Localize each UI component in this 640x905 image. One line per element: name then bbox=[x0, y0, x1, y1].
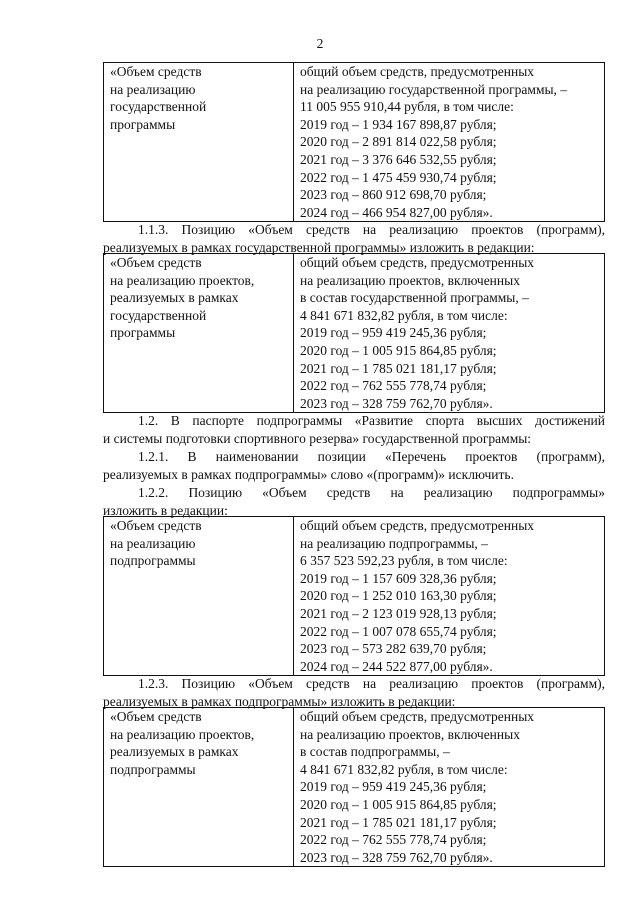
text-line: 2022 год – 762 555 778,74 рубля; bbox=[300, 378, 487, 394]
text-line: реализуемых в рамках bbox=[110, 744, 239, 760]
paragraph bbox=[103, 221, 605, 256]
text-line: 2019 год – 959 419 245,36 рубля; bbox=[300, 325, 487, 341]
text-line: 2023 год – 860 912 698,70 рубля; bbox=[300, 187, 487, 203]
text-line: общий объем средств, предусмотренных bbox=[300, 255, 535, 270]
text-line: «Объем средств bbox=[110, 709, 202, 724]
table-value-cell bbox=[294, 254, 604, 412]
paragraph bbox=[103, 448, 605, 483]
table-value-cell bbox=[294, 63, 604, 221]
text-line: 2020 год – 1 252 010 163,30 рубля; bbox=[300, 588, 497, 604]
text-line: 2019 год – 959 419 245,36 рубля; bbox=[300, 779, 487, 795]
text-line: на реализацию bbox=[110, 81, 196, 97]
text-line: и системы подготовки спортивного резерва» государственной программы: bbox=[103, 430, 532, 446]
text-line: 2021 год – 1 785 021 181,17 рубля; bbox=[300, 814, 497, 830]
text-line: «Объем средств bbox=[110, 64, 202, 79]
text-line: программы bbox=[110, 325, 176, 341]
paragraph bbox=[103, 675, 605, 710]
funding-table bbox=[103, 253, 605, 413]
text-line: на реализацию проектов, bbox=[110, 726, 255, 742]
text-line: 2024 год – 466 954 827,00 рубля». bbox=[300, 204, 493, 220]
text-line: 2023 год – 328 759 762,70 рубля». bbox=[300, 849, 493, 865]
text-line: 1.2.2. Позицию «Объем средств на реализацию подпрограммы» bbox=[138, 485, 605, 500]
text-line: общий объем средств, предусмотренных bbox=[300, 709, 535, 724]
text-line: общий объем средств, предусмотренных bbox=[300, 518, 535, 533]
text-line: 2022 год – 1 475 459 930,74 рубля; bbox=[300, 169, 497, 185]
text-line: на реализацию bbox=[110, 535, 196, 551]
text-line: 2021 год – 2 123 019 928,13 рубля; bbox=[300, 605, 497, 621]
text-line: «Объем средств bbox=[110, 518, 202, 533]
text-line: 2024 год – 244 522 877,00 рубля». bbox=[300, 658, 493, 674]
text-line: «Объем средств bbox=[110, 255, 202, 270]
text-line: 2023 год – 573 282 639,70 рубля; bbox=[300, 641, 487, 657]
text-line: на реализацию проектов, включенных bbox=[300, 726, 520, 742]
text-line: 2019 год – 1 934 167 898,87 рубля; bbox=[300, 116, 497, 132]
text-line: 2020 год – 2 891 814 022,58 рубля; bbox=[300, 134, 497, 150]
text-line: 4 841 671 832,82 рубля, в том числе: bbox=[300, 307, 508, 323]
text-line: подпрограммы bbox=[110, 553, 196, 569]
table-value-cell bbox=[294, 517, 604, 675]
text-line: 2020 год – 1 005 915 864,85 рубля; bbox=[300, 796, 497, 812]
text-line: 2019 год – 1 157 609 328,36 рубля; bbox=[300, 570, 497, 586]
table-label-cell bbox=[104, 254, 294, 412]
table-label-cell bbox=[104, 63, 294, 221]
text-line: государственной bbox=[110, 99, 207, 115]
text-line: 1.2.1. В наименовании позиции «Перечень проектов (программ), bbox=[138, 449, 605, 464]
text-line: 6 357 523 592,23 рубля, в том числе: bbox=[300, 553, 508, 569]
text-line: 4 841 671 832,82 рубля, в том числе: bbox=[300, 761, 508, 777]
text-line: в состав подпрограммы, – bbox=[300, 744, 450, 760]
text-line: 2022 год – 1 007 078 655,74 рубля; bbox=[300, 623, 497, 639]
text-line: 1.1.3. Позицию «Объем средств на реализацию проектов (программ), bbox=[138, 222, 605, 237]
text-line: 2021 год – 3 376 646 532,55 рубля; bbox=[300, 151, 497, 167]
text-line: 2020 год – 1 005 915 864,85 рубля; bbox=[300, 342, 497, 358]
text-line: общий объем средств, предусмотренных bbox=[300, 64, 535, 79]
text-line: на реализацию проектов, включенных bbox=[300, 272, 520, 288]
text-line: 1.2.3. Позицию «Объем средств на реализацию проектов (программ), bbox=[138, 676, 605, 691]
text-line: реализуемых в рамках подпрограммы» изложить в редакции: bbox=[103, 693, 456, 709]
text-line: программы bbox=[110, 116, 176, 132]
page-number: 2 bbox=[316, 36, 324, 51]
text-line: реализуемых в рамках государственной программы» изложить в редакции: bbox=[103, 239, 535, 255]
table-value-cell bbox=[294, 708, 604, 866]
text-line: 11 005 955 910,44 рубля, в том числе: bbox=[300, 99, 514, 115]
text-line: на реализацию подпрограммы, – bbox=[300, 535, 488, 551]
text-line: государственной bbox=[110, 307, 207, 323]
text-line: 2021 год – 1 785 021 181,17 рубля; bbox=[300, 360, 497, 376]
text-line: 1.2. В паспорте подпрограммы «Развитие спорта высших достижений bbox=[138, 413, 605, 428]
text-line: на реализацию проектов, bbox=[110, 272, 255, 288]
text-line: 2022 год – 762 555 778,74 рубля; bbox=[300, 832, 487, 848]
text-line: подпрограммы bbox=[110, 761, 196, 777]
text-line: реализуемых в рамках bbox=[110, 290, 239, 306]
table-label-cell bbox=[104, 517, 294, 675]
text-line: реализуемых в рамках подпрограммы» слово «(программ)» исключить. bbox=[103, 466, 514, 482]
text-line: на реализацию государственной программы, – bbox=[300, 81, 568, 97]
funding-table bbox=[103, 707, 605, 867]
funding-table bbox=[103, 516, 605, 676]
paragraph bbox=[103, 484, 605, 519]
text-line: изложить в редакции: bbox=[103, 502, 228, 518]
paragraph bbox=[103, 412, 605, 447]
text-line: 2023 год – 328 759 762,70 рубля». bbox=[300, 395, 493, 411]
table-label-cell bbox=[104, 708, 294, 866]
text-line: в состав государственной программы, – bbox=[300, 290, 529, 306]
funding-table bbox=[103, 62, 605, 222]
